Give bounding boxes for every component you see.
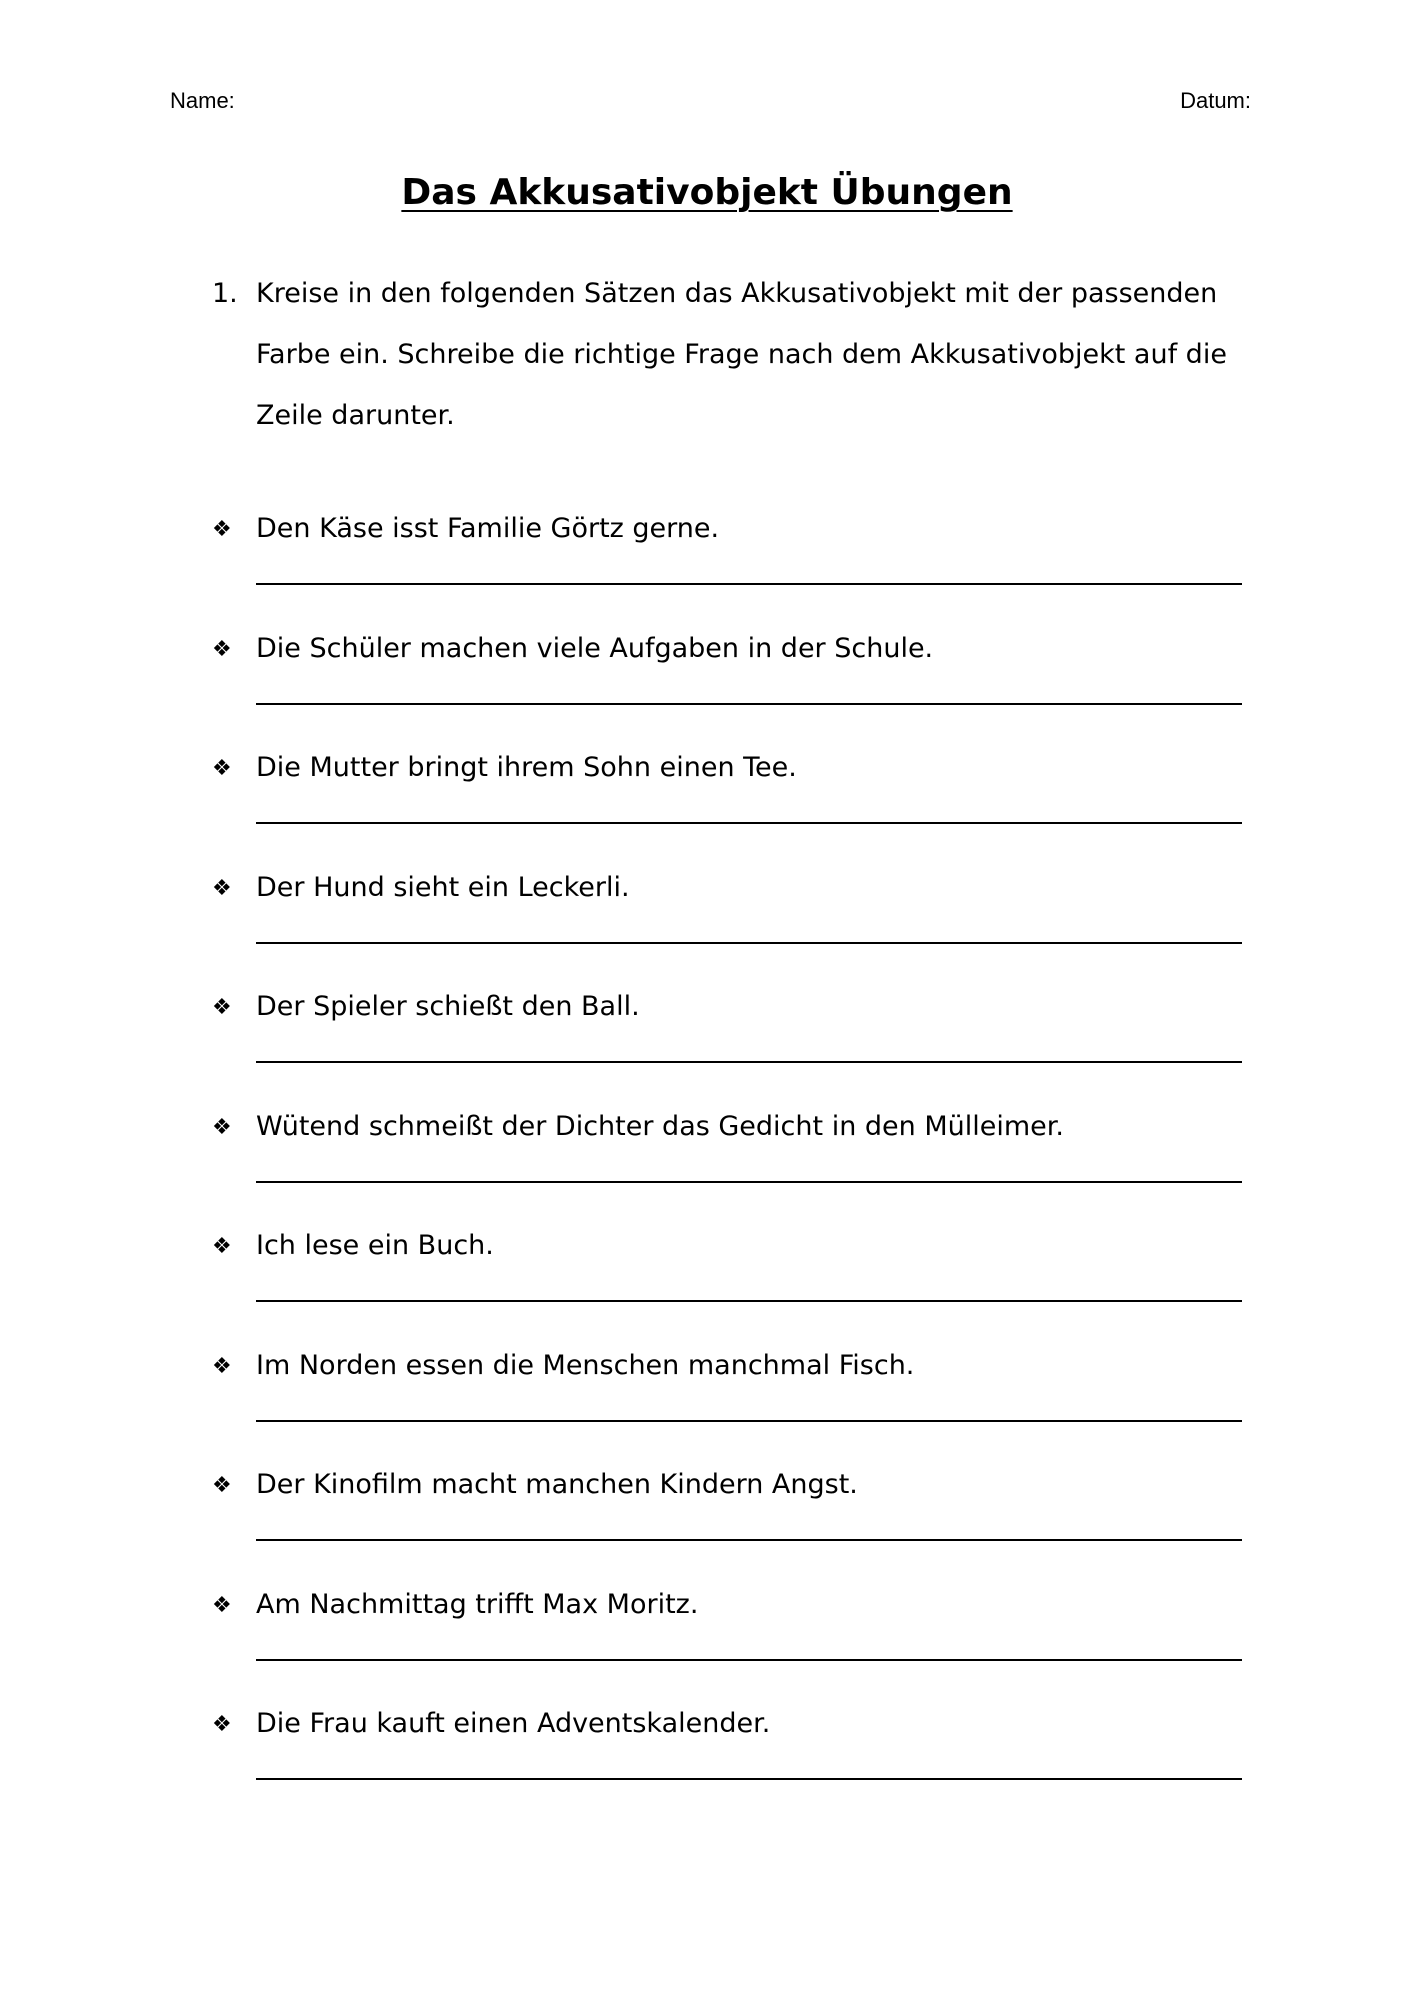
exercise-sentence: Die Frau kauft einen Adventskalender. [256, 1708, 771, 1739]
bullet-icon: ❖ [212, 756, 232, 781]
answer-line[interactable] [256, 703, 1242, 705]
exercise-sentence: Der Kinofilm macht manchen Kindern Angst. [256, 1469, 858, 1500]
exercise-sentence: Die Mutter bringt ihrem Sohn einen Tee. [256, 752, 797, 783]
exercise-item [212, 1344, 1242, 1464]
exercise-sentence: Der Spieler schießt den Ball. [256, 991, 640, 1022]
bullet-icon: ❖ [212, 1712, 232, 1737]
task-instruction [212, 263, 1242, 446]
exercise-sentence: Die Schüler machen viele Aufgaben in der Schule. [256, 632, 934, 664]
answer-line[interactable] [256, 1061, 1242, 1063]
exercise-item [212, 507, 1242, 627]
exercise-sentence: Am Nachmittag trifft Max Moritz. [256, 1588, 699, 1620]
exercise-sentence: Ich lese ein Buch. [256, 1230, 494, 1261]
bullet-icon: ❖ [212, 1234, 232, 1259]
answer-line[interactable] [256, 822, 1242, 824]
exercise-sentence: Den Käse isst Familie Görtz gerne. [256, 513, 720, 544]
bullet-icon: ❖ [212, 995, 232, 1020]
bullet-icon: ❖ [212, 1353, 232, 1379]
exercise-item [212, 985, 1242, 1105]
date-label: Datum: [1180, 88, 1251, 113]
task-text: Kreise in den folgenden Sätzen das Akkusativobjekt mit der passenden Farbe ein. Schreibe die richtige Frage nach dem Akkusativobjekt auf die Zeile darunter. [256, 278, 1227, 431]
exercise-item [212, 627, 1242, 747]
bullet-icon: ❖ [212, 1592, 232, 1618]
answer-line[interactable] [256, 1420, 1242, 1422]
answer-line[interactable] [256, 1300, 1242, 1302]
exercise-item [212, 1702, 1242, 1822]
bullet-icon: ❖ [212, 1114, 232, 1140]
answer-line[interactable] [256, 1181, 1242, 1183]
exercise-item [212, 1224, 1242, 1344]
name-label: Name: [170, 88, 235, 113]
task-number: 1. [212, 278, 238, 309]
answer-line[interactable] [256, 1539, 1242, 1541]
answer-line[interactable] [256, 583, 1242, 585]
bullet-icon: ❖ [212, 636, 232, 662]
bullet-icon: ❖ [212, 1473, 232, 1498]
exercise-item [212, 746, 1242, 866]
answer-line[interactable] [256, 1778, 1242, 1780]
exercise-item [212, 866, 1242, 986]
exercise-sentence: Wütend schmeißt der Dichter das Gedicht in den Mülleimer. [256, 1110, 1064, 1142]
answer-line[interactable] [256, 942, 1242, 944]
exercise-sentence: Im Norden essen die Menschen manchmal Fisch. [256, 1349, 915, 1381]
exercise-item [212, 1463, 1242, 1583]
exercise-item [212, 1105, 1242, 1225]
bullet-icon: ❖ [212, 875, 232, 901]
exercise-item [212, 1583, 1242, 1703]
bullet-icon: ❖ [212, 517, 232, 542]
exercise-sentence: Der Hund sieht ein Leckerli. [256, 871, 630, 903]
worksheet-title: Das Akkusativobjekt Übungen [401, 172, 1013, 213]
answer-line[interactable] [256, 1659, 1242, 1661]
